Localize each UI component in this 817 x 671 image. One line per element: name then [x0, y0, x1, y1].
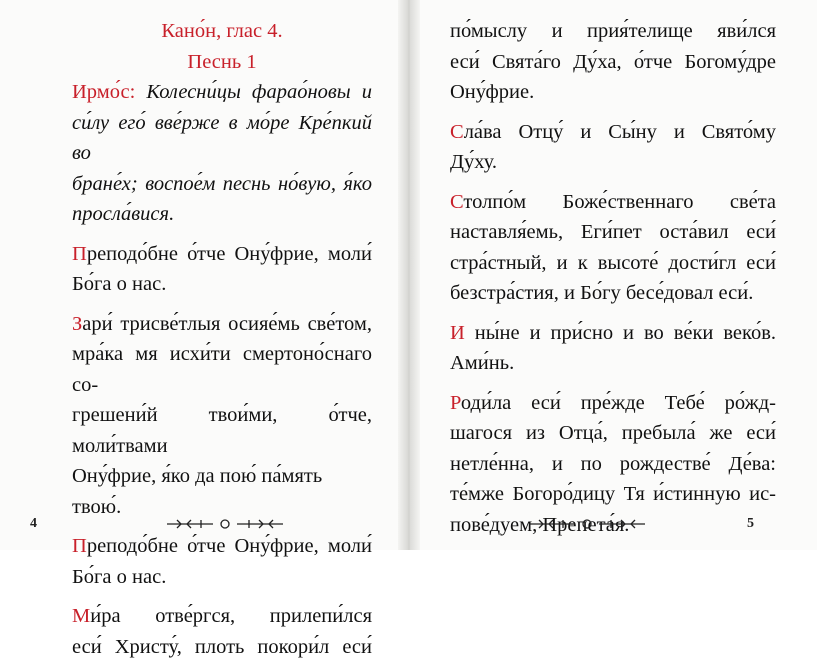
ode-title: Песнь 1	[187, 50, 257, 73]
rubric-initial: И	[450, 321, 465, 344]
book-gutter	[398, 0, 420, 550]
theotokion-line-5: пове́дуем, Препета́я.	[450, 513, 630, 536]
refrain-2-line-2: Бо́га о нас.	[72, 565, 167, 588]
glory-line-2: Ду́ху.	[450, 151, 498, 173]
left-page	[0, 0, 406, 658]
troparion-2-line-1: Ми́ра отве́ргся, прилепи́лся	[72, 605, 372, 627]
irmos-line-1: Колесни́цы фарао́новы и	[146, 81, 373, 103]
glory	[450, 117, 776, 178]
troparion-1-line-2: мра́ка мя исхи́ти смертоно́снаго со-	[72, 343, 372, 396]
troparion-2-line-2: еси́ Христу́, плоть покори́л еси́	[72, 635, 372, 658]
rubric-initial: П	[72, 242, 87, 265]
irmos-line-3: бране́х; воспое́м песнь но́вую, я́ко	[72, 172, 372, 195]
refrain-2-line-1: Преподо́бне о́тче Ону́фрие, моли́	[72, 535, 372, 557]
rubric-initial: З	[72, 312, 83, 335]
troparion-1-line-4: Ону́фрие, я́ко да пою́ па́мять твою́.	[72, 465, 323, 518]
page-number-left: 4	[30, 516, 37, 531]
troparion-3-line-2: наставля́емь, Еги́пет оста́вил еси́	[450, 221, 776, 243]
refrain-2	[72, 531, 372, 592]
refrain-1-line-2: Бо́га о нас.	[72, 273, 167, 295]
canon-title: Кано́н, глас 4.	[161, 20, 283, 42]
troparion-3-line-1: Столпо́м Боже́ственнаго све́та	[450, 190, 776, 213]
theotokion-line-3: нетле́нна, и по рождестве́ Де́ва:	[450, 452, 776, 475]
rubric-initial: С	[450, 120, 464, 143]
rubric-initial: П	[72, 535, 87, 557]
left-page-text	[72, 16, 372, 671]
right-page-text	[450, 16, 776, 549]
troparion-3-line-3: стра́стный, и к высоте́ дости́гл еси́	[450, 251, 776, 274]
troparion-2-continued	[450, 16, 776, 108]
irmos-line-4: просла́вися.	[72, 203, 175, 225]
right-page	[412, 0, 817, 550]
troparion-1-line-1: Зари́ трисве́тлыя осияе́мь све́том,	[72, 312, 372, 335]
troparion-3-line-4: безстра́стия, и Бо́гу бесе́довал еси́.	[450, 282, 754, 304]
theotokion	[450, 388, 776, 541]
page-number-right: 5	[747, 516, 754, 531]
theotokion-line-4: те́мже Богоро́дицу Тя и́стинную ис-	[450, 483, 776, 505]
irmos	[72, 77, 372, 230]
troparion-1	[72, 309, 372, 523]
ornament-divider-icon	[165, 519, 285, 529]
refrain-1	[72, 239, 372, 300]
and-now-line-1: И ны́не и при́сно и во ве́ки веко́в.	[450, 321, 776, 344]
troparion-3	[450, 187, 776, 309]
glory-line-1: Сла́ва Отцу́ и Сы́ну и Свято́му	[450, 120, 776, 143]
theotokion-line-1: Роди́ла еси́ пре́жде Тебе́ ро́жд-	[450, 391, 776, 414]
ornament-divider-icon	[527, 519, 647, 529]
refrain-1-line-1: Преподо́бне о́тче Ону́фрие, моли́	[72, 242, 372, 265]
and-now	[450, 318, 776, 379]
troparion-2-cont-line-2: еси́ Свята́го Ду́ха, о́тче Богому́дре	[450, 50, 776, 73]
troparion-1-line-3: грешени́й твои́ми, о́тче, моли́твами	[72, 404, 372, 457]
troparion-2-cont-line-1: по́мыслу и прия́телище яви́лся	[450, 20, 776, 42]
rubric-initial: Р	[450, 391, 461, 414]
troparion-2	[72, 601, 372, 662]
rubric-initial: С	[450, 190, 464, 213]
theotokion-line-2: шагося из Отца́, пребыла́ же еси́	[450, 422, 776, 444]
rubric-initial: М	[72, 605, 91, 627]
troparion-2-cont-line-3: Ону́фрие.	[450, 81, 535, 103]
irmos-line-2: си́лу его́ вве́рже в мо́ре Кре́пкий во	[72, 111, 372, 164]
and-now-line-2: Ами́нь.	[450, 352, 515, 374]
irmos-label: Ирмо́с:	[72, 81, 136, 103]
